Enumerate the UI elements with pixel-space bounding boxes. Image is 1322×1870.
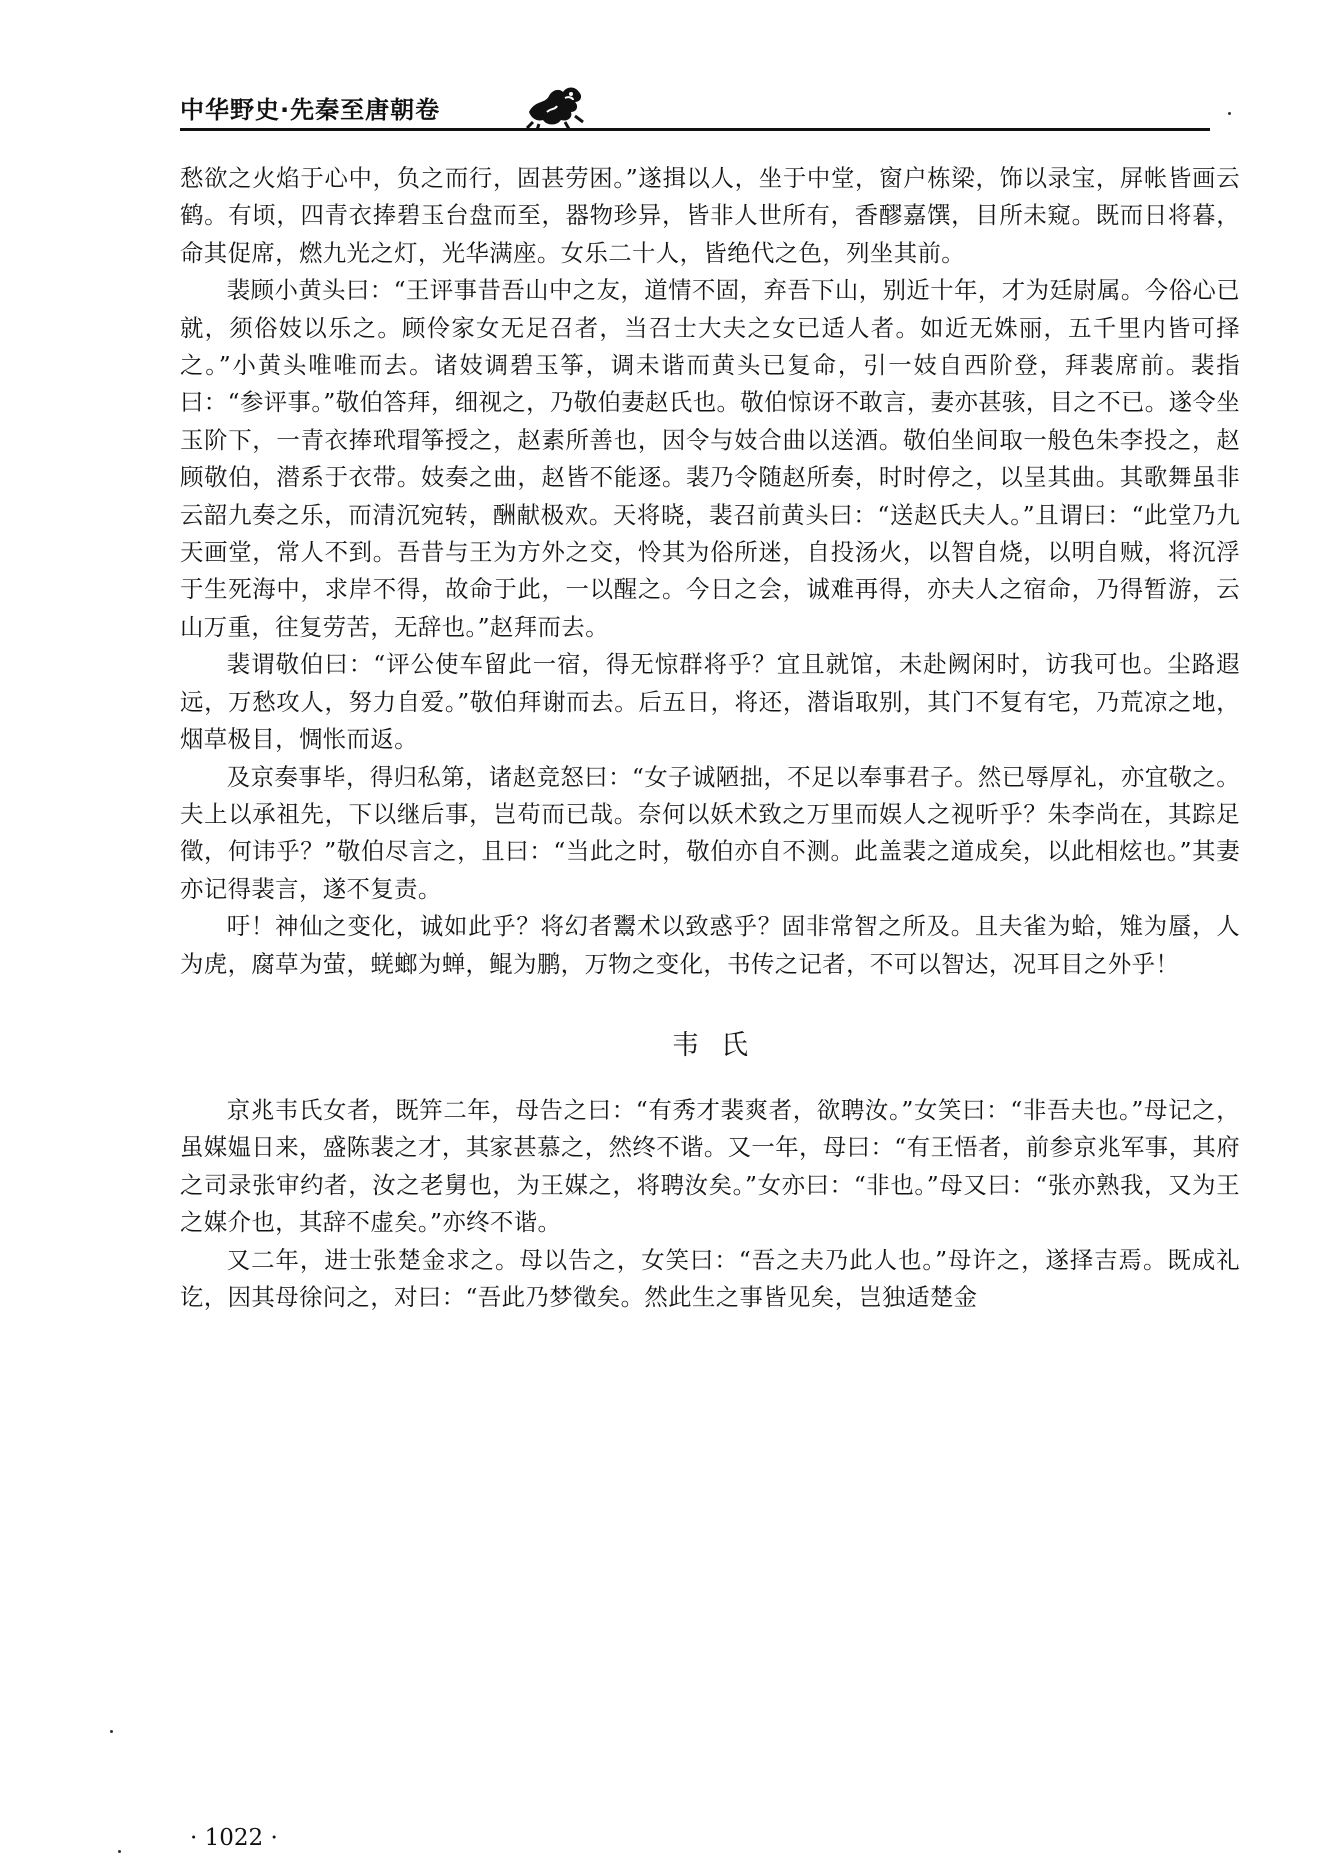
paragraph: 及京奏事毕，得归私第，诸赵竞怒曰：“女子诚陋拙，不足以奉事君子。然已辱厚礼，亦宜敬之。夫上以承祖先，下以继后事，岂苟而已哉。奈何以妖术致之万里而娱人之视听乎？朱李尚在，其踪足徵，何讳乎？”敬伯尽言之，且曰：“当此之时，敬伯亦自不测。此盖裴之道成矣，以此相炫也。”其妻亦记得裴言，遂不复责。 [180, 762, 1240, 903]
page-body [180, 160, 1240, 1316]
paragraph: 又二年，进士张楚金求之。母以告之，女笑曰：“吾之夫乃此人也。”母许之，遂择吉焉。既成礼讫，因其母徐问之，对曰：“吾此乃梦徵矣。然此生之事皆见矣，岂独适楚金 [180, 1245, 1240, 1311]
paragraph: 京兆韦氏女者，既笄二年，母告之曰：“有秀才裴爽者，欲聘汝。”女笑曰：“非吾夫也。”母记之，虽媒媪日来，盛陈裴之才，其家甚慕之，然终不谐。又一年，母曰：“有王悟者，前参京兆军事，其府之司录张审约者，汝之老舅也，为王媒之，将聘汝矣。”女亦曰：“非也。”母又曰：“张亦熟我，又为王之媒介也，其辞不虚矣。”亦终不谐。 [180, 1095, 1240, 1237]
dragon-logo-icon [525, 82, 587, 130]
book-title: 中华野史·先秦至唐朝卷 [180, 96, 441, 124]
paragraph: 愁欲之火焰于心中，负之而行，固甚劳困。”遂揖以人，坐于中堂，窗户栋梁，饰以录宝，屏帐皆画云鹤。有顷，四青衣捧碧玉台盘而至，器物珍异，皆非人世所有，香醪嘉馔，目所未窥。既而日将暮，命其促席，燃九光之灯，光华满座。女乐二十人，皆绝代之色，列坐其前。 [180, 164, 1240, 267]
paragraph: 裴谓敬伯曰：“评公使车留此一宿，得无惊群将乎？宜且就馆，未赴阙闲时，访我可也。尘路遐远，万愁攻人，努力自爱。”敬伯拜谢而去。后五日，将还，潜诣取别，其门不复有宅，乃荒凉之地，烟草极目，惆怅而返。 [180, 650, 1240, 754]
scan-speck [118, 1850, 121, 1853]
scan-speck [110, 1730, 113, 1733]
paragraph: 吁！神仙之变化，诚如此乎？将幻者鬻术以致惑乎？固非常智之所及。且夫雀为蛤，雉为蜃，人为虎，腐草为萤，蜣螂为蝉，鲲为鹏，万物之变化，书传之记者，不可以智达，况耳目之外乎！ [180, 912, 1240, 978]
scan-speck [1228, 112, 1231, 115]
paragraph: 裴顾小黄头曰：“王评事昔吾山中之友，道情不固，弃吾下山，别近十年，才为廷尉属。今俗心已就，须俗妓以乐之。顾伶家女无足召者，当召士大夫之女已适人者。如近无姝丽，五千里内皆可择之。”小黄头唯唯而去。诸妓调碧玉筝，调未谐而黄头已复命，引一妓自西阶登，拜裴席前。裴指曰：“参评事。”敬伯答拜，细视之，乃敬伯妻赵氏也。敬伯惊讶不敢言，妻亦甚骇，目之不已。遂令坐玉阶下，一青衣捧玳瑁筝授之，赵素所善也，因令与妓合曲以送酒。敬伯坐间取一般色朱李投之，赵顾敬伯，潜系于衣带。妓奏之曲，赵皆不能逐。裴乃令随赵所奏，时时停之，以呈其曲。其歌舞虽非云韶九奏之乐，而清沉宛转，酬献极欢。天将晓，裴召前黄头曰：“送赵氏夫人。”且谓曰：“此堂乃九天画堂，常人不到。吾昔与王为方外之交，怜其为俗所迷，自投汤火，以智自烧，以明自贼，将沉浮于生死海中，求岸不得，故命于此，一以醒之。今日之会，诚难再得，亦夫人之宿命，乃得暂游，云山万重，往复劳苦，无辞也。”赵拜而去。 [180, 276, 1240, 641]
running-header [180, 82, 1210, 132]
page-number: · 1022 · [190, 1825, 278, 1851]
header-rule [180, 128, 1210, 131]
section-title: 韦氏 [672, 1029, 770, 1061]
